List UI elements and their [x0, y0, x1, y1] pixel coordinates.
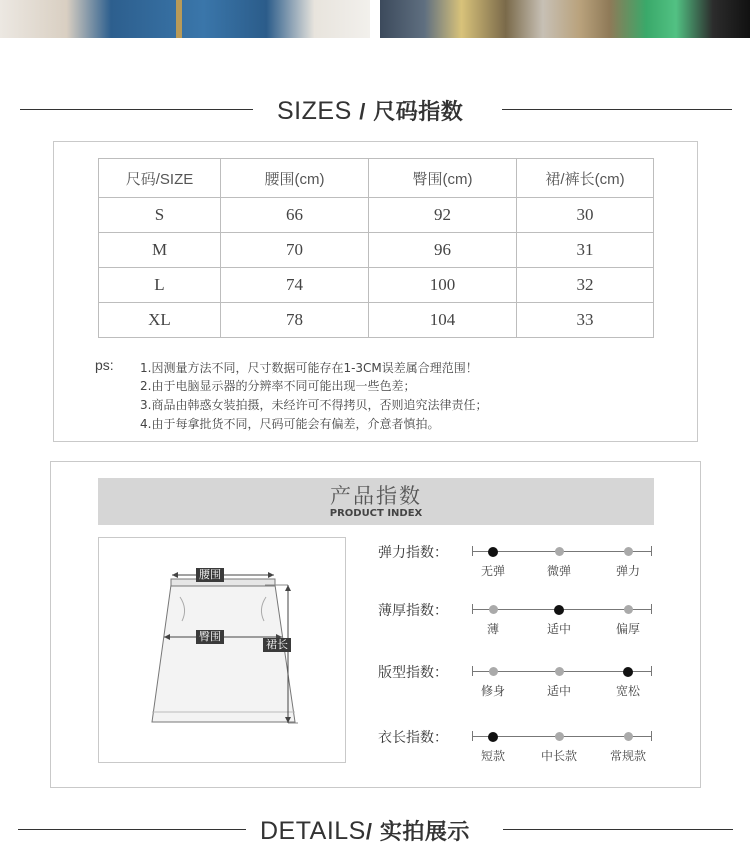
note-line: 4.由于每拿批货不同，尺码可能会有偏差，介意者慎拍。 [140, 417, 440, 431]
hip-cell: 96 [369, 233, 517, 268]
index-option-label: 短款 [480, 749, 505, 763]
size-table [98, 158, 654, 338]
details-divider-left [18, 829, 246, 830]
hip-cell: 104 [369, 303, 517, 338]
index-dot-selected [554, 605, 564, 615]
index-dot [624, 732, 633, 741]
note-line: 1.因测量方法不同，尺寸数据可能存在1-3CM误差属合理范围！ [140, 361, 478, 375]
length-cell: 31 [517, 233, 654, 268]
index-dot [489, 667, 498, 676]
note-line: 2.由于电脑显示器的分辨率不同可能出现一些色差； [140, 379, 416, 393]
hip-tag: 臀围 [196, 630, 224, 644]
header-length: 裙/裤长(cm) [517, 159, 654, 198]
waist-cell: 78 [221, 303, 369, 338]
index-option-label: 中长款 [540, 749, 577, 763]
table-row [99, 268, 654, 303]
table-row [99, 233, 654, 268]
details-title-sep: / [365, 819, 373, 844]
size-cell: L [99, 268, 221, 303]
index-scale-tick [472, 546, 473, 556]
waist-tag: 腰围 [196, 568, 224, 582]
index-scale-tick [472, 731, 473, 741]
index-dot [624, 547, 633, 556]
index-option-label: 适中 [546, 622, 571, 636]
sizes-title-sep: / [359, 99, 366, 124]
index-dot-selected [488, 547, 498, 557]
model-photo-right [380, 0, 750, 38]
index-option-label: 偏厚 [615, 622, 640, 636]
length-cell: 33 [517, 303, 654, 338]
header-waist: 腰围(cm) [221, 159, 369, 198]
index-dot-selected [488, 732, 498, 742]
header-hip: 臀围(cm) [369, 159, 517, 198]
size-cell: M [99, 233, 221, 268]
hip-cell: 100 [369, 268, 517, 303]
waist-cell: 70 [221, 233, 369, 268]
index-dot [555, 547, 564, 556]
header-size: 尺码/SIZE [99, 159, 221, 198]
table-row [99, 198, 654, 233]
index-option-label: 修身 [480, 684, 505, 698]
size-table-header [99, 159, 654, 198]
index-scale-tick [651, 604, 652, 614]
product-index-banner [98, 478, 654, 525]
sizes-section-title [277, 95, 463, 126]
index-dot [555, 667, 564, 676]
length-cell: 32 [517, 268, 654, 303]
size-cell: XL [99, 303, 221, 338]
index-option-label: 微弹 [546, 564, 571, 578]
index-scale-tick [651, 731, 652, 741]
index-option-label: 弹力 [615, 564, 640, 578]
index-option-label: 薄 [486, 622, 499, 636]
index-option-label: 适中 [546, 684, 571, 698]
details-divider-right [503, 829, 733, 830]
length-tag: 裙长 [263, 638, 291, 652]
note-line: 3.商品由韩惑女装拍摄，未经许可不得拷贝，否则追究法律责任； [140, 398, 488, 412]
waist-cell: 66 [221, 198, 369, 233]
product-index-title-cn: 产品指数 [330, 484, 422, 508]
waist-cell: 74 [221, 268, 369, 303]
index-label: 弹力指数： [378, 545, 448, 561]
sizes-divider-left [20, 109, 253, 110]
index-scale-tick [651, 546, 652, 556]
details-title-en: DETAILS [260, 817, 366, 845]
sizes-title-en: SIZES [277, 97, 352, 125]
length-cell: 30 [517, 198, 654, 233]
index-dot [489, 605, 498, 614]
index-dot [624, 605, 633, 614]
hip-cell: 92 [369, 198, 517, 233]
index-scale-tick [651, 666, 652, 676]
index-dot-selected [623, 667, 633, 677]
notes-label: ps: [95, 357, 114, 373]
sizes-divider-right [502, 109, 732, 110]
mannequin-stand [176, 0, 182, 38]
sizes-title-cn: 尺码指数 [373, 99, 464, 124]
index-option-label: 宽松 [615, 684, 640, 698]
index-option-label: 常规款 [609, 749, 646, 763]
table-row [99, 303, 654, 338]
index-scale-tick [472, 666, 473, 676]
index-label: 衣长指数： [378, 730, 448, 746]
index-scale-tick [472, 604, 473, 614]
index-dot [555, 732, 564, 741]
product-index-title-en: PRODUCT INDEX [329, 508, 423, 519]
index-label: 版型指数： [378, 665, 448, 681]
details-title-cn: 实拍展示 [379, 819, 470, 844]
index-label: 薄厚指数： [378, 603, 448, 619]
index-option-label: 无弹 [480, 564, 505, 578]
model-photo-left [0, 0, 370, 38]
details-section-title [260, 815, 470, 846]
size-cell: S [99, 198, 221, 233]
